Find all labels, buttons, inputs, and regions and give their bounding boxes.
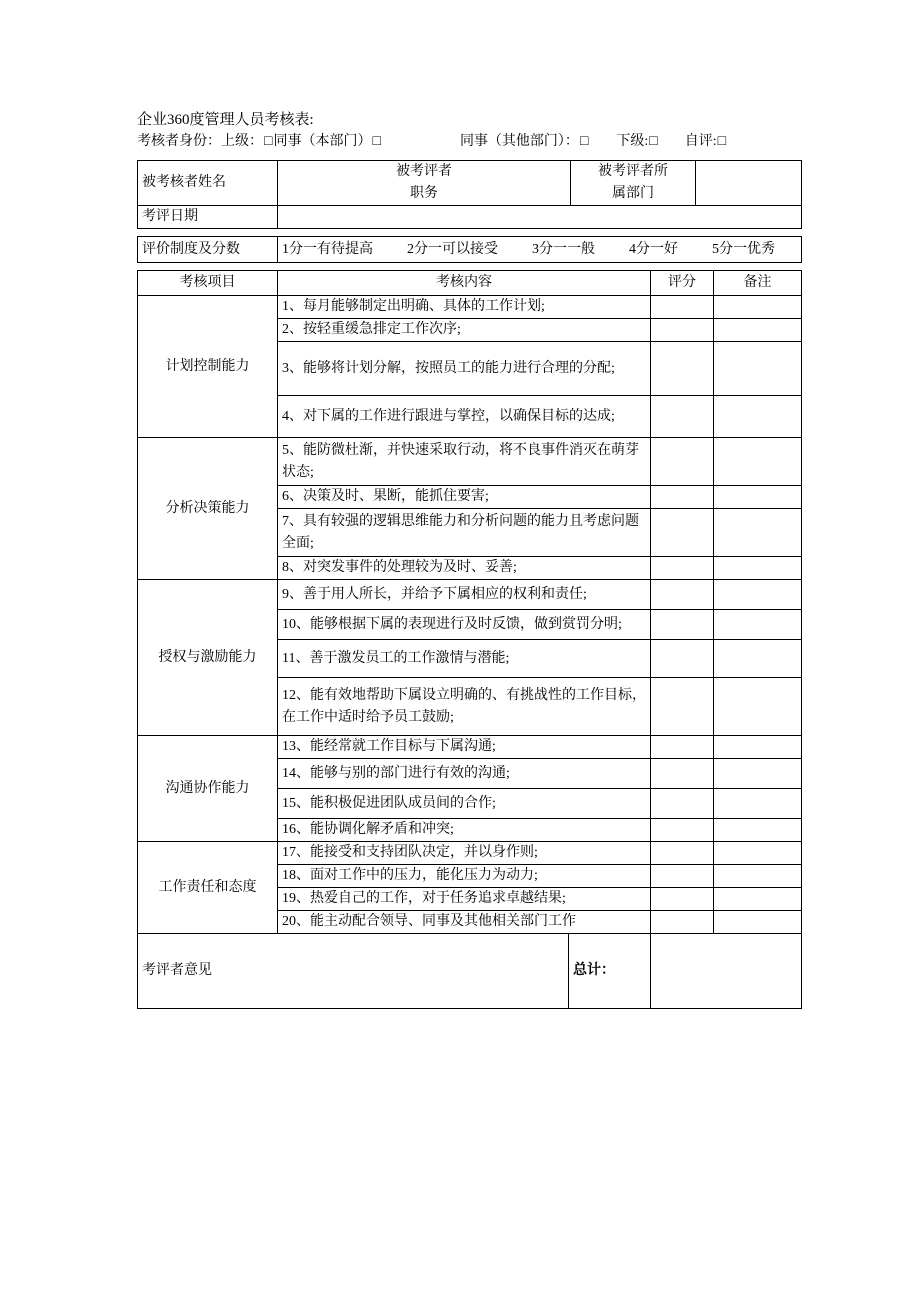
score-cell <box>651 819 714 842</box>
item-text-cell: 5、能防微杜渐，并快速采取行动，将不良事件消灭在萌芽状态; <box>278 438 651 486</box>
scale-segment-4: 4分一好 <box>629 241 678 257</box>
assessee-department-label-line1: 被考评者所 <box>598 164 668 180</box>
note-cell <box>714 509 802 557</box>
note-cell <box>714 580 802 610</box>
score-cell <box>651 509 714 557</box>
identity-option-subordinate <box>616 134 658 149</box>
identity-option-superior-label: 上级： <box>221 134 263 149</box>
note-cell <box>714 759 802 789</box>
identity-prefix: 考核者身份： <box>137 134 221 149</box>
note-cell <box>714 842 802 865</box>
header-content-cell: 考核内容 <box>278 271 651 296</box>
category-cell-analysis: 分析决策能力 <box>138 438 278 580</box>
scale-values-cell <box>278 237 802 263</box>
assessee-department-cell <box>571 161 696 206</box>
item-text-cell: 18、面对工作中的压力，能化压力为动力; <box>278 865 651 888</box>
item-text-cell: 11、善于激发员工的工作激情与潜能; <box>278 640 651 678</box>
identity-option-peer-same-dept-label: 同事（本部门） <box>273 134 372 149</box>
note-cell <box>714 610 802 640</box>
item-text-cell: 13、能经常就工作目标与下属沟通; <box>278 736 651 759</box>
identity-option-peer-other-dept <box>460 134 589 149</box>
info-table <box>137 160 802 229</box>
item-text-cell: 14、能够与别的部门进行有效的沟通; <box>278 759 651 789</box>
scale-segment-5: 5分一优秀 <box>712 241 775 257</box>
score-cell <box>651 789 714 819</box>
score-cell <box>651 610 714 640</box>
item-text-cell: 9、善于用人所长，并给予下属相应的权利和责任; <box>278 580 651 610</box>
item-text-cell: 7、具有较强的逻辑思维能力和分析问题的能力且考虑问题全面; <box>278 509 651 557</box>
table-row <box>138 206 802 229</box>
score-cell <box>651 296 714 319</box>
note-cell <box>714 888 802 911</box>
note-cell <box>714 789 802 819</box>
checkbox-subordinate[interactable]: □ <box>649 134 658 149</box>
assessee-name-label-cell: 被考核者姓名 <box>138 161 278 206</box>
score-cell <box>651 342 714 396</box>
checkbox-self[interactable]: □ <box>717 134 727 149</box>
score-cell <box>651 640 714 678</box>
note-cell <box>714 819 802 842</box>
note-cell <box>714 296 802 319</box>
header-row <box>138 271 802 296</box>
item-text-cell: 10、能够根据下属的表现进行及时反馈，做到赏罚分明; <box>278 610 651 640</box>
evaluation-table <box>137 270 802 934</box>
scale-segment-2: 2分一可以接受 <box>407 241 498 257</box>
scale-table <box>137 236 802 263</box>
identity-option-peer-same-dept <box>273 134 381 149</box>
note-cell <box>714 678 802 736</box>
table-row <box>138 842 802 865</box>
item-text-cell: 6、决策及时、果断，能抓住要害; <box>278 486 651 509</box>
item-text-cell: 19、热爱自己的工作，对于任务追求卓越结果; <box>278 888 651 911</box>
identity-option-self-label: 自评: <box>684 134 717 149</box>
table-row <box>138 580 802 610</box>
item-text-cell: 1、每月能够制定出明确、具体的工作计划; <box>278 296 651 319</box>
note-cell <box>714 438 802 486</box>
score-cell <box>651 557 714 580</box>
score-cell <box>651 865 714 888</box>
total-value-cell <box>651 934 802 1009</box>
identity-option-subordinate-label: 下级: <box>616 134 649 149</box>
header-note-cell: 备注 <box>714 271 802 296</box>
total-label-cell: 总计： <box>569 934 651 1009</box>
checkbox-peer-other-dept[interactable]: □ <box>579 134 589 149</box>
scale-segment-3: 3分一一般 <box>532 241 595 257</box>
assessee-position-cell <box>278 161 571 206</box>
scale-segment-1: 1分一有待提高 <box>282 241 373 257</box>
category-cell-delegation: 授权与激励能力 <box>138 580 278 736</box>
identity-option-self <box>685 134 727 149</box>
score-cell <box>651 438 714 486</box>
score-cell <box>651 888 714 911</box>
review-date-value-cell <box>278 206 802 229</box>
item-text-cell: 16、能协调化解矛盾和冲突; <box>278 819 651 842</box>
assessee-extra-cell <box>696 161 802 206</box>
note-cell <box>714 911 802 934</box>
note-cell <box>714 342 802 396</box>
score-cell <box>651 736 714 759</box>
score-cell <box>651 580 714 610</box>
score-cell <box>651 319 714 342</box>
item-text-cell: 20、能主动配合领导、同事及其他相关部门工作 <box>278 911 651 934</box>
table-row <box>138 296 802 319</box>
identity-option-peer-other-dept-label: 同事（其他部门）： <box>459 134 579 149</box>
score-cell <box>651 842 714 865</box>
assessor-identity-line <box>137 132 803 152</box>
table-row <box>138 237 802 263</box>
review-date-label-cell: 考评日期 <box>138 206 278 229</box>
item-text-cell: 8、对突发事件的处理较为及时、妥善; <box>278 557 651 580</box>
note-cell <box>714 557 802 580</box>
score-cell <box>651 396 714 438</box>
score-cell <box>651 911 714 934</box>
category-cell-planning: 计划控制能力 <box>138 296 278 438</box>
score-cell <box>651 486 714 509</box>
table-row <box>138 934 802 1009</box>
scale-label-cell: 评价制度及分数 <box>138 237 278 263</box>
assessee-position-label-line2: 职务 <box>410 186 438 201</box>
checkbox-peer-same-dept[interactable]: □ <box>372 134 381 149</box>
item-text-cell: 3、能够将计划分解，按照员工的能力进行合理的分配; <box>278 342 651 396</box>
appraisal-form <box>137 110 803 1009</box>
note-cell <box>714 396 802 438</box>
category-cell-communication: 沟通协作能力 <box>138 736 278 842</box>
table-row <box>138 736 802 759</box>
table-row <box>138 161 802 206</box>
note-cell <box>714 865 802 888</box>
note-cell <box>714 319 802 342</box>
assessee-department-label-line2: 属部门 <box>612 186 654 201</box>
document-title: 企业360度管理人员考核表: <box>137 112 314 128</box>
table-row <box>138 438 802 486</box>
item-text-cell: 17、能接受和支持团队决定，并以身作则; <box>278 842 651 865</box>
note-cell <box>714 486 802 509</box>
item-text-cell: 4、对下属的工作进行跟进与掌控，以确保目标的达成; <box>278 396 651 438</box>
note-cell <box>714 736 802 759</box>
item-text-cell: 12、能有效地帮助下属设立明确的、有挑战性的工作目标，在工作中适时给予员工鼓励; <box>278 678 651 736</box>
item-text-cell: 2、按轻重缓急排定工作次序; <box>278 319 651 342</box>
evaluator-opinion-cell: 考评者意见 <box>138 934 569 1009</box>
checkbox-superior[interactable]: □ <box>264 134 273 149</box>
score-cell <box>651 759 714 789</box>
footer-table <box>137 933 802 1009</box>
assessee-position-label-line1: 被考评者 <box>396 164 452 180</box>
header-item-cell: 考核项目 <box>138 271 278 296</box>
item-text-cell: 15、能积极促进团队成员间的合作; <box>278 789 651 819</box>
header-score-cell: 评分 <box>651 271 714 296</box>
category-cell-responsibility: 工作责任和态度 <box>138 842 278 934</box>
identity-option-superior <box>221 134 273 149</box>
note-cell <box>714 640 802 678</box>
score-cell <box>651 678 714 736</box>
